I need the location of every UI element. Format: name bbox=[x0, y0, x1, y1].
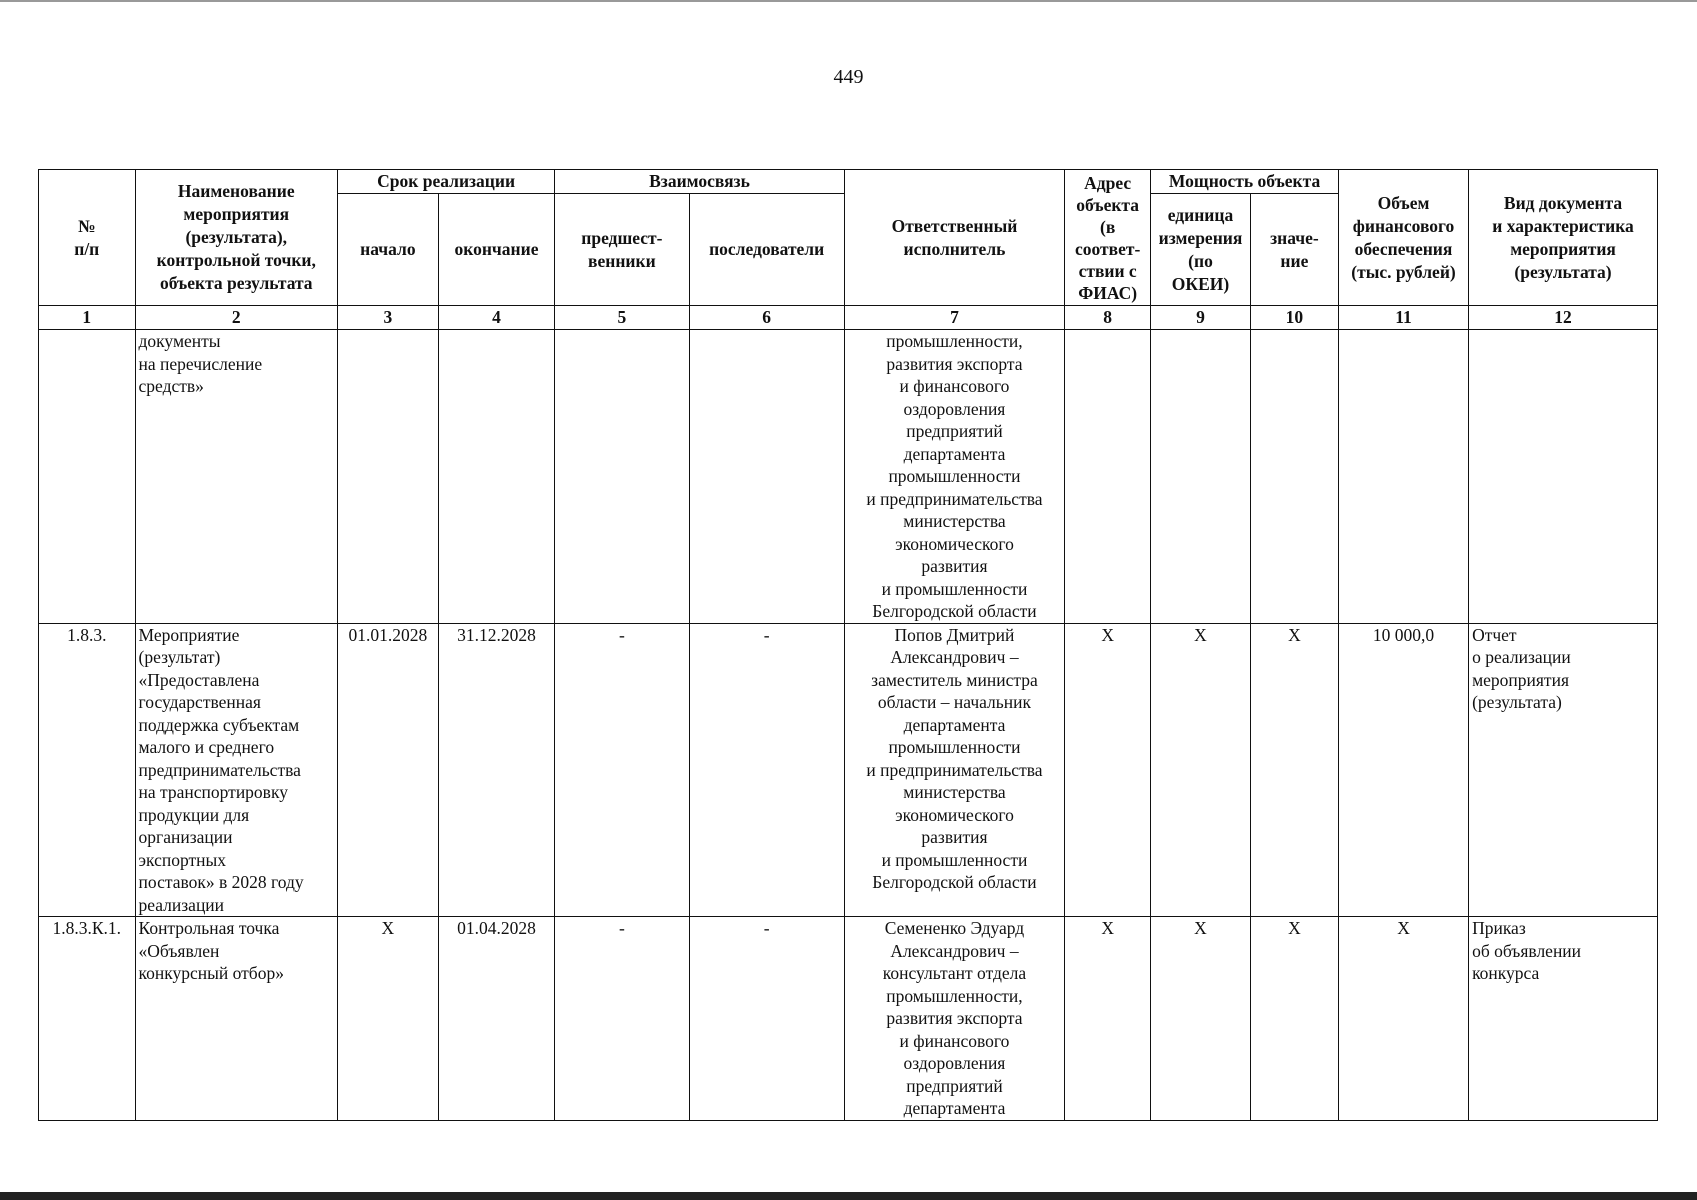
row-responsible: Семененко Эдуард Александрович – консультант отдела промышленности, развития экспорта и финансового оздоровления предприятий департамента bbox=[844, 917, 1064, 1121]
row-num bbox=[39, 330, 136, 624]
row-num: 1.8.3. bbox=[39, 623, 136, 917]
row-end: 01.04.2028 bbox=[438, 917, 554, 1121]
row-finance: 10 000,0 bbox=[1338, 623, 1468, 917]
row-pred: - bbox=[555, 623, 689, 917]
row-doc: Приказ об объявлении конкурса bbox=[1469, 917, 1658, 1121]
row-name: Мероприятие (результат) «Предоставлена государственная поддержка субъектам малого и среднего предпринимательства на транспортировку продукции для организации экспортных поставок» в 2028 году реализации bbox=[135, 623, 338, 917]
row-pred: - bbox=[555, 917, 689, 1121]
header-capacity-unit: единица измерения (по ОКЕИ) bbox=[1151, 194, 1251, 306]
header-link-pred: предшест- венники bbox=[555, 194, 689, 306]
column-number-3: 3 bbox=[338, 306, 439, 330]
header-finance: Объем финансового обеспечения (тыс. рублей) bbox=[1338, 170, 1468, 306]
row-end: 31.12.2028 bbox=[438, 623, 554, 917]
header-link-succ: последователи bbox=[689, 194, 844, 306]
header-link-group: Взаимосвязь bbox=[555, 170, 845, 194]
row-unit bbox=[1151, 330, 1251, 624]
row-value bbox=[1250, 330, 1338, 624]
row-pred bbox=[555, 330, 689, 624]
column-number-12: 12 bbox=[1469, 306, 1658, 330]
row-succ: - bbox=[689, 917, 844, 1121]
column-number-8: 8 bbox=[1065, 306, 1151, 330]
row-value: X bbox=[1250, 917, 1338, 1121]
row-start bbox=[338, 330, 439, 624]
column-number-4: 4 bbox=[438, 306, 554, 330]
row-address: X bbox=[1065, 917, 1151, 1121]
row-value: X bbox=[1250, 623, 1338, 917]
header-doc: Вид документа и характеристика мероприятия (результата) bbox=[1469, 170, 1658, 306]
table-row bbox=[39, 917, 1658, 1121]
row-doc: Отчет о реализации мероприятия (результата) bbox=[1469, 623, 1658, 917]
column-number-2: 2 bbox=[135, 306, 338, 330]
header-num: № п/п bbox=[39, 170, 136, 306]
column-number-11: 11 bbox=[1338, 306, 1468, 330]
column-number-5: 5 bbox=[555, 306, 689, 330]
row-responsible: промышленности, развития экспорта и финансового оздоровления предприятий департамента промышленности и предпринимательства министерства экономического развития и промышленности Белгородской области bbox=[844, 330, 1064, 624]
column-number-1: 1 bbox=[39, 306, 136, 330]
column-number-7: 7 bbox=[844, 306, 1064, 330]
header-capacity-group: Мощность объекта bbox=[1151, 170, 1339, 194]
header-term-end: окончание bbox=[438, 194, 554, 306]
row-doc bbox=[1469, 330, 1658, 624]
row-responsible: Попов Дмитрий Александрович – заместитель министра области – начальник департамента промышленности и предпринимательства министерства экономического развития и промышленности Белгородской области bbox=[844, 623, 1064, 917]
row-succ: - bbox=[689, 623, 844, 917]
row-finance: X bbox=[1338, 917, 1468, 1121]
row-succ bbox=[689, 330, 844, 624]
row-end bbox=[438, 330, 554, 624]
scan-bottom-edge bbox=[0, 1192, 1697, 1200]
header-term-start: начало bbox=[338, 194, 439, 306]
header-responsible: Ответственный исполнитель bbox=[844, 170, 1064, 306]
plan-table bbox=[38, 169, 1658, 1121]
header-term-group: Срок реализации bbox=[338, 170, 555, 194]
scan-top-edge bbox=[0, 0, 1697, 2]
row-finance bbox=[1338, 330, 1468, 624]
row-start: 01.01.2028 bbox=[338, 623, 439, 917]
page-number: 449 bbox=[833, 66, 864, 88]
row-num: 1.8.3.К.1. bbox=[39, 917, 136, 1121]
header-name: Наименование мероприятия (результата), контрольной точки, объекта результата bbox=[135, 170, 338, 306]
row-name: документы на перечисление средств» bbox=[135, 330, 338, 624]
row-name: Контрольная точка «Объявлен конкурсный отбор» bbox=[135, 917, 338, 1121]
row-address: X bbox=[1065, 623, 1151, 917]
row-address bbox=[1065, 330, 1151, 624]
column-number-6: 6 bbox=[689, 306, 844, 330]
header-address: Адрес объекта (в соответ- ствии с ФИАС) bbox=[1065, 170, 1151, 306]
row-start: X bbox=[338, 917, 439, 1121]
table-row bbox=[39, 330, 1658, 624]
column-number-10: 10 bbox=[1250, 306, 1338, 330]
column-number-9: 9 bbox=[1151, 306, 1251, 330]
header-capacity-value: значе- ние bbox=[1250, 194, 1338, 306]
row-unit: X bbox=[1151, 623, 1251, 917]
table-row bbox=[39, 623, 1658, 917]
row-unit: X bbox=[1151, 917, 1251, 1121]
